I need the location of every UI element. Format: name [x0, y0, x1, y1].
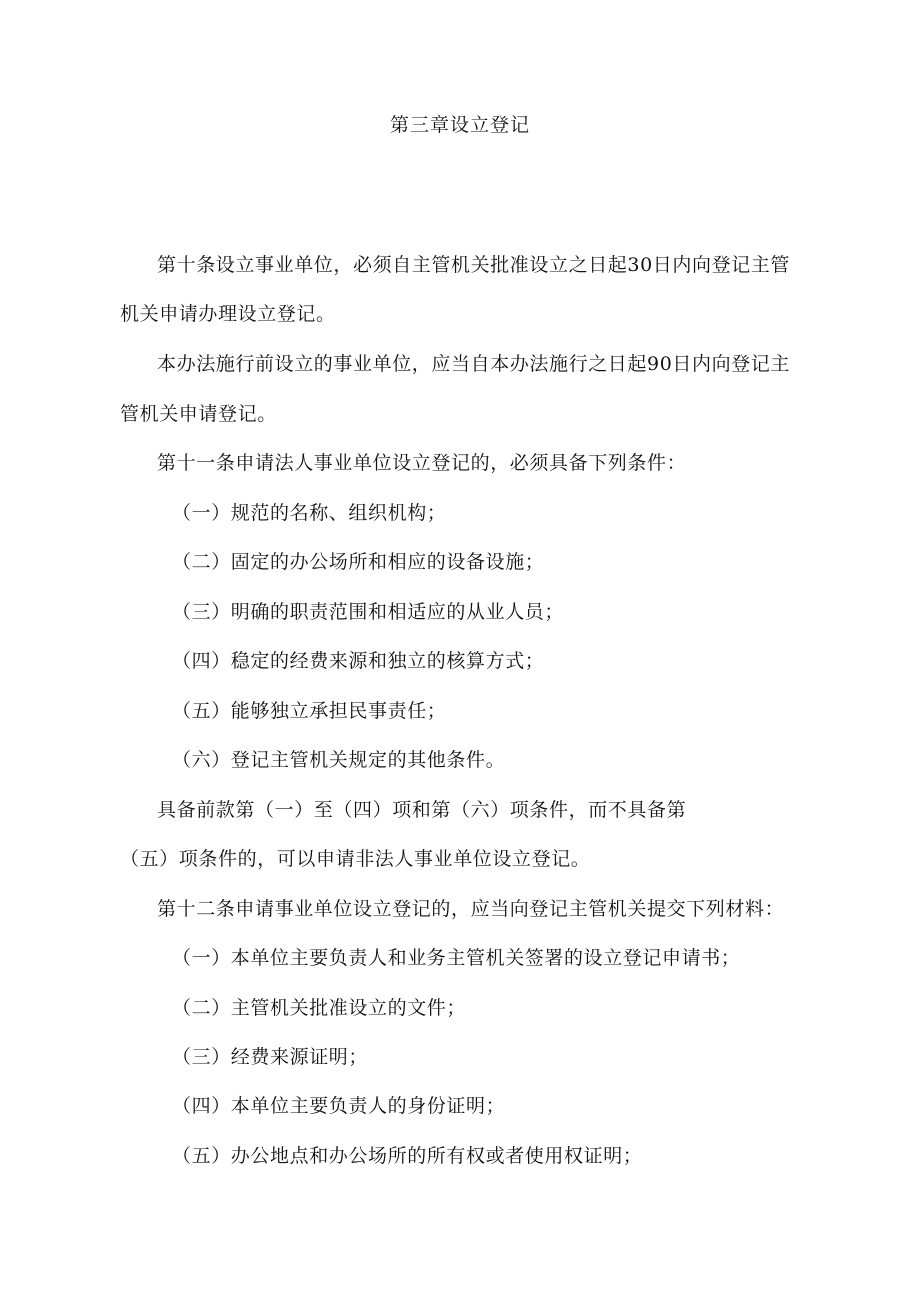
article-10-para2-line-2: 管机关申请登记。: [120, 403, 277, 425]
article-11-item-1: （一）规范的名称、组织机构；: [172, 502, 447, 524]
article-11-item-5: （五）能够独立承担民事责任；: [172, 700, 447, 722]
article-11-para2-line-2: （五）项条件的，可以申请非法人事业单位设立登记。: [120, 848, 591, 870]
article-11-item-6: （六）登记主管机关规定的其他条件。: [172, 749, 506, 771]
article-12-item-4: （四）本单位主要负责人的身份证明；: [172, 1095, 506, 1117]
article-10-para2-line-1: 本办法施行前设立的事业单位，应当自本办法施行之日起90日内向登记主: [157, 353, 790, 375]
article-12-intro: 第十二条申请事业单位设立登记的，应当向登记主管机关提交下列材料：: [157, 898, 785, 920]
article-12-item-5: （五）办公地点和办公场所的所有权或者使用权证明；: [172, 1145, 643, 1167]
article-11-item-4: （四）稳定的经费来源和独立的核算方式；: [172, 650, 545, 672]
article-11-para2-line-1: 具备前款第（一）至（四）项和第（六）项条件，而不具备第: [157, 799, 687, 821]
article-12-item-1: （一）本单位主要负责人和业务主管机关签署的设立登记申请书；: [172, 947, 741, 969]
article-12-item-3: （三）经费来源证明；: [172, 1046, 369, 1068]
chapter-title: 第三章设立登记: [389, 114, 530, 136]
article-12-item-2: （二）主管机关批准设立的文件；: [172, 997, 467, 1019]
article-11-intro: 第十一条申请法人事业单位设立登记的，必须具备下列条件：: [157, 452, 687, 474]
article-11-item-2: （二）固定的办公场所和相应的设备设施；: [172, 551, 545, 573]
article-10-line-1: 第十条设立事业单位，必须自主管机关批准设立之日起30日内向登记主管: [157, 254, 790, 276]
article-11-item-3: （三）明确的职责范围和相适应的从业人员；: [172, 601, 565, 623]
article-10-line-2: 机关申请办理设立登记。: [120, 303, 336, 325]
